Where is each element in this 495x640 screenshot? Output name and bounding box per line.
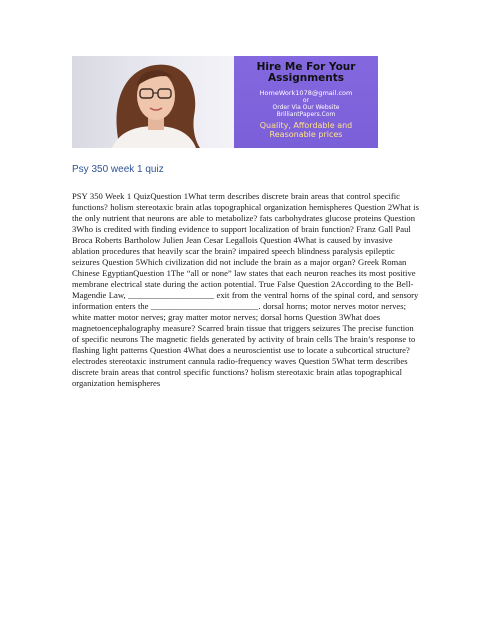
document-title: Psy 350 week 1 quiz: [72, 164, 164, 175]
banner-headline: [234, 62, 378, 84]
banner-or: or: [302, 97, 310, 104]
banner-tagline: [234, 121, 378, 139]
banner-tagline-line-2: Reasonable prices: [269, 130, 343, 139]
banner-headline-line-2: Assignments: [267, 72, 345, 84]
woman-portrait-image: [72, 56, 234, 148]
banner-headline-line-1: Hire Me For Your: [256, 61, 356, 73]
document-body: PSY 350 Week 1 QuizQuestion 1What term describes discrete brain areas that control specific functions? holism stereotaxic brain atlas topographical organization hemispheres Question 2What is the only nutrient that neurons are able to metabolize? fats carbohydrates glucose proteins Question 3Who is credited with finding evidence to support localization of brain function? Franz Gall Paul Broca Roberts Bartholow Julien Jean Cesar Legallois Question 4What is caused by invasive ablation procedures that heavily scar the brain? impaired speech blindness paralysis epileptic seizures Question 5Which civilization did not include the brain as a major organ? Greek Roman Chinese EgyptianQuestion 1The “all or none” law states that each neuron reaches its most positive membrane electrical state during the action potential. True False Question 2According to the Bell-Magendie Law, ____________________ exit from the ventral horns of the spinal cord, and sensory information enters the _________________________. dorsal horns; motor nerves motor nerves; white matter motor nerves; gray matter motor nerves; dorsal horns Question 3What does magnetoencephalography measure? Scarred brain tissue that triggers seizures The precise function of specific neurons The magnetic fields generated by activity of brain cells The brain’s response to flashing light patterns Question 4What does a neuroscientist use to locate a subcortical structure? electrodes stereotaxic instrument cannula radio-frequency waves Question 5What term describes discrete brain areas that control specific functions? holism stereotaxic brain atlas topographical organization hemispheres: [72, 190, 419, 389]
banner-order-text: Order Via Our Website: [272, 104, 340, 111]
banner-promo-panel: [234, 56, 378, 148]
banner-website[interactable]: BrilliantPapers.Com: [276, 111, 336, 118]
ad-banner: [72, 56, 378, 148]
banner-email[interactable]: HomeWork1078@gmail.com: [259, 89, 353, 97]
banner-photo: [72, 56, 234, 148]
banner-tagline-line-1: Quality, Affordable and: [259, 121, 353, 130]
